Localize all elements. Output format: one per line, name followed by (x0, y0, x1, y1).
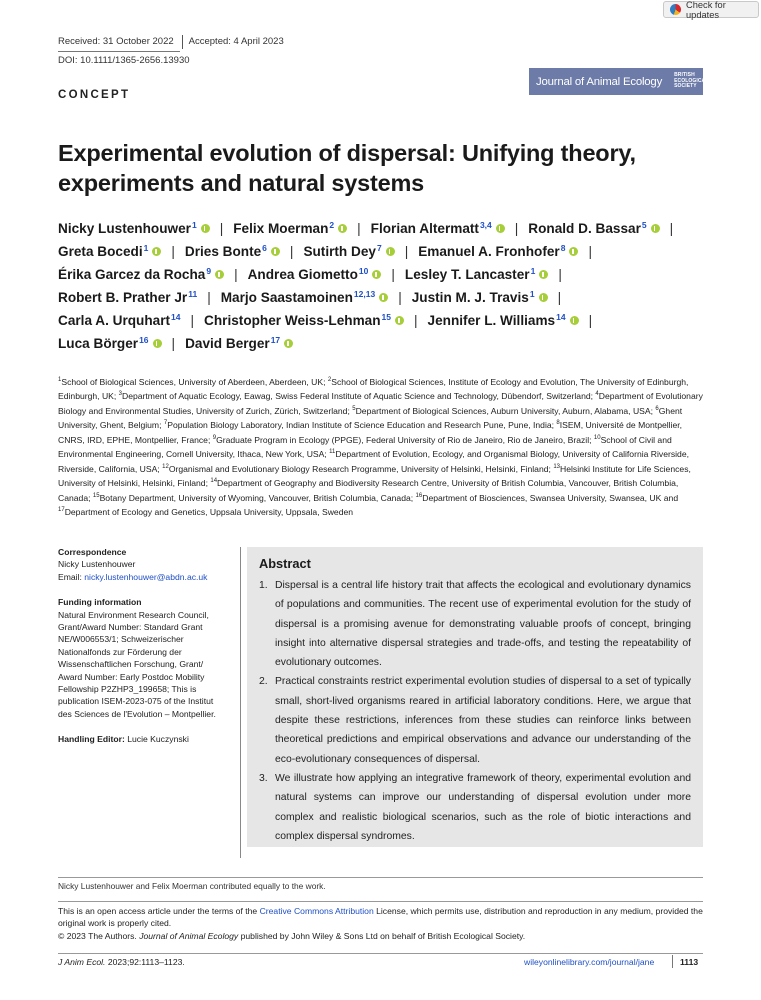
license-notice (58, 905, 703, 942)
affiliation-text: ISEM, Université de Montpellier, CNRS, IRD, EPHE, Montpellier, France; (58, 420, 683, 445)
affiliations (58, 374, 703, 519)
affiliation-number: 9 (212, 434, 217, 441)
orcid-icon[interactable] (395, 316, 404, 325)
orcid-icon[interactable] (496, 224, 505, 233)
affiliation-number: 1 (58, 377, 62, 383)
creative-commons-link[interactable]: Creative Commons Attribution (259, 906, 374, 916)
affiliation-number: 17 (58, 507, 65, 514)
author[interactable] (405, 267, 548, 282)
author-separator: | (171, 244, 175, 259)
article-title: Experimental evolution of dispersal: Unifying theory, experiments and natural systems (58, 140, 636, 196)
funding-line: Grant/Award Number: Standard Grant (58, 622, 203, 633)
license-text: This is an open access article under the terms of the (58, 906, 260, 916)
orcid-icon[interactable] (284, 339, 293, 348)
check-for-updates-button[interactable] (663, 1, 759, 18)
author-name: Luca Börger (58, 336, 139, 351)
author-separator: | (557, 290, 562, 305)
copyright-text: published by John Wiley & Sons Ltd on behalf of British Ecological Society. (238, 930, 526, 941)
author-affiliation-marker[interactable]: 17 (270, 335, 281, 345)
citation (58, 957, 185, 967)
author-name: Felix Moerman (233, 221, 329, 236)
author-name: Robert B. Prather Jr (58, 290, 188, 305)
affiliation-number: 7 (163, 420, 168, 427)
author-affiliation-marker[interactable]: 9 (206, 266, 212, 276)
author-affiliation-marker[interactable]: 10 (358, 266, 369, 276)
author[interactable] (58, 267, 224, 282)
citation-details: 2023;92:1113–1123. (105, 957, 185, 967)
author-separator: | (669, 221, 674, 236)
author-row (58, 220, 708, 243)
journal-logo (529, 68, 709, 95)
affiliation-number: 11 (329, 449, 336, 456)
author-separator: | (207, 290, 211, 305)
orcid-icon[interactable] (201, 224, 210, 233)
society-logo-line: BRITISH (674, 72, 695, 79)
affiliation-number: 15 (92, 492, 100, 499)
author-separator: | (357, 221, 361, 236)
author-separator: | (398, 290, 402, 305)
author-affiliation-marker[interactable]: 1 (530, 266, 536, 276)
society-logo (674, 73, 708, 90)
author[interactable] (204, 313, 404, 328)
author-name: Andrea Giometto (247, 267, 358, 282)
author-row (58, 243, 708, 266)
author-affiliation-marker[interactable]: 15 (381, 312, 392, 322)
author-affiliation-marker[interactable]: 7 (376, 243, 382, 253)
column-divider (240, 547, 241, 858)
affiliation-text: Organismal and Evolutionary Biology Research Programme, University of Helsinki, Helsinki, Finland; (168, 463, 554, 474)
author-name: Emanuel A. Fronhofer (418, 244, 560, 259)
article-info-column (58, 546, 230, 759)
author-affiliation-marker[interactable]: 5 (641, 220, 647, 230)
author[interactable] (58, 244, 161, 259)
affiliation-text: Ghent University, Ghent, Belgium; (58, 405, 683, 431)
orcid-icon[interactable] (372, 270, 381, 279)
author-separator: | (558, 267, 562, 282)
author-name: Carla A. Urquhart (58, 313, 171, 328)
author-name: Dries Bonte (184, 244, 262, 259)
correspondence-email-line (58, 571, 230, 583)
section-label: CONCEPT (58, 89, 131, 101)
author-affiliation-marker[interactable]: 3,4 (479, 220, 492, 230)
author[interactable] (221, 290, 388, 305)
author-name: Christopher Weiss-Lehman (204, 313, 381, 328)
author-affiliation-marker[interactable]: 14 (171, 312, 181, 322)
author[interactable] (233, 221, 347, 236)
copyright-line (58, 930, 703, 942)
orcid-icon[interactable] (539, 270, 548, 279)
license-rule (58, 901, 703, 902)
abstract-item-text: Practical constraints restrict experimental evolution studies of dispersal to a set of typically small, short-lived organisms reared in artificial laboratory conditions. Here, we argue that despite these restrictions, inferences from these studies can reinforce links between theoretical predictions and empirical observations and advance our understanding of the eco-evolutionary consequences of dispersal. (275, 676, 691, 765)
author[interactable] (303, 244, 394, 259)
correspondence-heading: Correspondence (58, 547, 127, 557)
author[interactable] (185, 244, 280, 259)
affiliation-text: Department of Biological Sciences, Auburn University, Auburn, Alabama, USA; (355, 405, 656, 416)
author-name: Érika Garcez da Rocha (58, 267, 206, 282)
author-separator: | (171, 336, 176, 351)
author-affiliation-marker[interactable]: 16 (139, 335, 149, 345)
author-row (58, 335, 708, 358)
footer-divider (672, 955, 673, 968)
handling-editor (58, 733, 230, 745)
abstract-item-number: 2. (259, 676, 268, 688)
affiliation-number: 8 (556, 420, 560, 427)
author-name: Marjo Saastamoinen (220, 290, 353, 305)
abstract-list (259, 576, 691, 846)
orcid-icon[interactable] (569, 247, 578, 256)
author-affiliation-marker[interactable]: 12,13 (353, 289, 376, 299)
funding-line: Wissenschaftlichen Forschung, Grant/ (58, 659, 204, 670)
author-affiliation-marker[interactable]: 8 (560, 243, 566, 253)
author-separator: | (190, 313, 195, 328)
received-date: Received: 31 October 2022 (58, 36, 174, 47)
author-separator: | (391, 267, 395, 282)
orcid-icon[interactable] (215, 270, 224, 279)
author-affiliation-marker[interactable]: 2 (329, 220, 335, 230)
affiliation-number: 2 (327, 377, 332, 383)
author-affiliation-marker[interactable]: 1 (143, 243, 149, 253)
author-separator: | (414, 313, 418, 328)
society-logo-line: SOCIETY (674, 83, 697, 90)
author-row (58, 289, 708, 312)
abstract-item (259, 576, 691, 672)
funding-line: Natural Environment Research Council, (58, 609, 209, 620)
abstract-item-text: Dispersal is a central life history trait that affects the ecological and evolutionary dynamics of populations and communities. The recent use of experimental evolution for the study of dispersal is a promising avenue for demonstrating valuable proofs of concept, bringing insight into alternative dispersal strategies and trade-offs, and testing the repeatability of evolutionary outcomes. (275, 580, 691, 669)
correspondence-email-link[interactable]: nicky.lustenhouwer@abdn.ac.uk (84, 571, 208, 582)
affiliation-text: Population Biology Laboratory, Indian Institute of Science Education and Research Pune, Pune, India; (167, 420, 557, 431)
footnote: Nicky Lustenhouwer and Felix Moerman contributed equally to the work. (58, 881, 326, 891)
orcid-icon[interactable] (152, 247, 161, 256)
author-name: Justin M. J. Travis (411, 290, 529, 305)
funding-line: NE/W006553/1; Schweizerischer (58, 634, 184, 645)
header-rule (58, 51, 180, 52)
author-name: Sutirth Dey (303, 244, 376, 259)
crossmark-icon (670, 4, 681, 15)
author-name: David Berger (185, 336, 270, 351)
affiliation-text: Department of Biosciences, Swansea University, Swansea, UK and (422, 492, 679, 503)
license-line (58, 905, 703, 930)
handling-editor-label: Handling Editor: (58, 734, 125, 745)
author-separator: | (219, 221, 224, 236)
email-label: Email: (58, 571, 85, 582)
orcid-icon[interactable] (271, 247, 280, 256)
orcid-icon[interactable] (570, 316, 579, 325)
author[interactable] (412, 290, 548, 305)
check-for-updates-label: Check for updates (686, 0, 726, 20)
author[interactable] (528, 221, 659, 236)
author-separator: | (588, 244, 592, 259)
doi: DOI: 10.1111/1365-2656.13930 (58, 55, 190, 66)
author-affiliation-marker[interactable]: 1 (191, 220, 197, 230)
funding-block (58, 596, 230, 720)
author-affiliation-marker[interactable]: 14 (556, 312, 566, 322)
article-dates (58, 36, 284, 49)
affiliation-text: School of Biological Sciences, University of Aberdeen, Aberdeen, UK; (61, 376, 328, 387)
affiliation-text: Department of Evolutionary Biology and Environmental Studies, University of Zurich, Zürich, Switzerland; (58, 391, 703, 416)
copyright-text: © 2023 The Authors. (58, 930, 140, 941)
author-separator: | (514, 221, 519, 236)
author[interactable] (58, 290, 197, 305)
handling-editor-name: Lucie Kuczynski (124, 734, 189, 745)
copyright-journal: Journal of Animal Ecology (139, 930, 239, 941)
affiliation-number: 16 (415, 492, 423, 499)
author[interactable] (418, 244, 578, 259)
author-separator: | (404, 244, 409, 259)
abstract-item (259, 769, 691, 846)
author-separator: | (234, 267, 238, 282)
affiliation-text: Department of Ecology and Genetics, Uppsala University, Uppsala, Sweden (64, 506, 354, 517)
orcid-icon[interactable] (153, 339, 162, 348)
affiliation-number: 13 (553, 463, 560, 470)
funding-heading: Funding information (58, 597, 142, 608)
society-logo-line: ECOLOGICAL (674, 77, 709, 84)
affiliation-number: 10 (593, 434, 601, 441)
affiliation-text: Department of Aquatic Ecology, Eawag, Swiss Federal Institute of Aquatic Science and Technology, Dübendorf, Switzerland; (122, 391, 596, 402)
affiliation-number: 14 (210, 478, 218, 485)
abstract-item-number: 1. (259, 580, 268, 591)
affiliation-number: 12 (162, 463, 169, 470)
author-row (58, 312, 708, 335)
funding-line: publication ISEM-2023-075 of the Institut (58, 696, 214, 707)
affiliation-text: Botany Department, University of Wyoming, Vancouver, British Columbia, Canada; (99, 492, 416, 503)
author[interactable] (58, 221, 210, 236)
author-name: Nicky Lustenhouwer (58, 221, 191, 236)
author-name: Lesley T. Lancaster (404, 267, 530, 282)
affiliation-text: Department of Geography and Biodiversity Research Centre, University of British Columbia, Vancouver, British Columbia, Canada; (58, 478, 679, 503)
author[interactable] (185, 336, 293, 351)
orcid-icon[interactable] (651, 224, 660, 233)
page-number: 1113 (680, 957, 699, 967)
author[interactable] (428, 313, 579, 328)
author-affiliation-marker[interactable]: 1 (529, 289, 535, 299)
orcid-icon[interactable] (379, 293, 388, 302)
affiliation-text: School of Civil and Environmental Engineering, Cornell University, Ithaca, New York, USA; (58, 434, 672, 460)
affiliation-text: Helsinki Institute for Life Sciences, University of Helsinki, Helsinki, Finland; (58, 463, 691, 489)
affiliation-number: 5 (352, 405, 356, 412)
orcid-icon[interactable] (539, 293, 548, 302)
author[interactable] (371, 221, 505, 236)
affiliation-number: 4 (595, 391, 599, 398)
affiliation-number: 3 (118, 391, 123, 398)
affiliation-text: Department of Evolution, Ecology, and Organismal Biology, University of California Riverside, Riverside, California, USA; (58, 449, 690, 474)
correspondence-block (58, 546, 230, 583)
author-affiliation-marker[interactable]: 6 (262, 243, 267, 253)
author-list (58, 220, 708, 358)
affiliation-text: Graduate Program in Ecology (PPGE), Federal University of Rio de Janeiro, Rio de Janeiro, Brazil; (216, 434, 594, 445)
abstract-heading: Abstract (259, 556, 311, 571)
abstract-box (247, 547, 703, 847)
journal-url-link[interactable]: wileyonlinelibrary.com/journal/jane (524, 957, 655, 967)
accepted-date: Accepted: 4 April 2023 (188, 36, 284, 47)
funding-line: Fellowship P2ZHP3_199658; This is (58, 684, 197, 695)
author-name: Florian Altermatt (370, 221, 479, 236)
funding-line: Nationalfonds zur Förderung der (58, 646, 182, 657)
citation-journal: J Anim Ecol. (58, 957, 106, 967)
funding-line: des Sciences de l'Evolution – Montpellier. (58, 708, 216, 719)
author-row (58, 266, 708, 289)
funding-text (58, 609, 230, 721)
date-separator (182, 35, 183, 49)
author[interactable] (58, 313, 181, 328)
footnote-rule (58, 877, 703, 878)
funding-line: Award Number: Early Postdoc Mobility (58, 671, 205, 682)
author-name: Jennifer L. Williams (427, 313, 556, 328)
abstract-item-text: We illustrate how applying an integrative framework of theory, experimental evolution and natural systems can improve our understanding of dispersal evolution under more complex and realistic biological scenarios, such as the role of biotic interactions and complex dispersal syndromes. (275, 772, 691, 842)
author-name: Greta Bocedi (58, 244, 143, 259)
author-separator: | (289, 244, 294, 259)
author-affiliation-marker[interactable]: 11 (188, 289, 198, 299)
license-text: License, which permits use, distribution and reproduction in any medium, provided the original work is properly cited. (58, 906, 703, 929)
author[interactable] (58, 336, 162, 351)
affiliation-text: School of Biological Sciences, Institute of Ecology and Evolution, The University of Edinburgh, Edinburgh, UK; (58, 376, 689, 402)
abstract-item (259, 672, 691, 768)
journal-logo-name: Journal of Animal Ecology (536, 75, 663, 88)
orcid-icon[interactable] (338, 224, 347, 233)
correspondence-name: Nicky Lustenhouwer (58, 559, 136, 570)
affiliation-number: 6 (655, 405, 659, 412)
author[interactable] (248, 267, 382, 282)
orcid-icon[interactable] (386, 247, 395, 256)
author-name: Ronald D. Bassar (528, 221, 641, 236)
author-separator: | (588, 313, 593, 328)
footer-rule (58, 953, 703, 954)
abstract-item-number: 3. (259, 772, 268, 784)
